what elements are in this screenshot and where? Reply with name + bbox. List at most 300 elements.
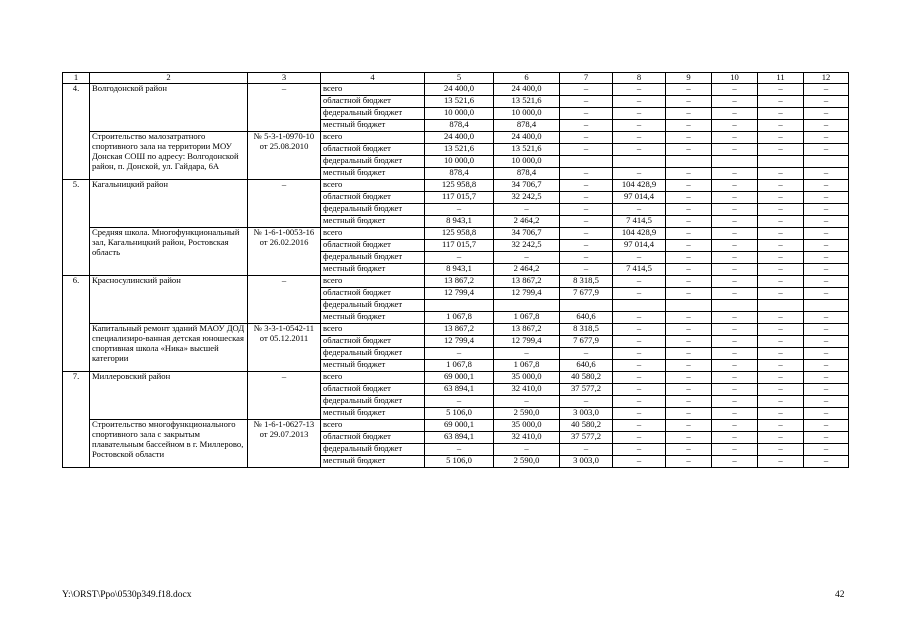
amount-cell [758, 156, 804, 168]
amount-cell: – [666, 180, 712, 192]
object-description: Строительство многофункционального спортивного зала с закрытым плавательным бассейном в г. Миллерово, Ростовской области [90, 420, 248, 468]
amount-cell: – [666, 372, 712, 384]
amount-cell: – [666, 108, 712, 120]
amount-cell [804, 300, 849, 312]
amount-cell: – [613, 360, 666, 372]
row-number: 4. [63, 84, 90, 180]
column-number: 9 [666, 73, 712, 84]
amount-cell: – [804, 288, 849, 300]
budget-type: всего [321, 132, 425, 144]
header-row [63, 73, 849, 84]
amount-cell: – [666, 456, 712, 468]
column-number: 7 [560, 73, 613, 84]
amount-cell: – [758, 360, 804, 372]
amount-cell: – [758, 120, 804, 132]
amount-cell: – [758, 432, 804, 444]
amount-cell: – [613, 372, 666, 384]
amount-cell: – [666, 144, 712, 156]
budget-type: областной бюджет [321, 432, 425, 444]
amount-cell: 1 067,8 [425, 360, 494, 372]
amount-cell: – [712, 144, 758, 156]
amount-cell: – [666, 252, 712, 264]
amount-cell: 13 867,2 [425, 276, 494, 288]
amount-cell: – [613, 132, 666, 144]
object-doc: № 1-6-1-0053-16 от 26.02.2016 [248, 228, 321, 276]
amount-cell: – [804, 132, 849, 144]
amount-cell: – [712, 384, 758, 396]
amount-cell: 12 799,4 [425, 288, 494, 300]
amount-cell: – [560, 192, 613, 204]
amount-cell: – [712, 264, 758, 276]
amount-cell: – [425, 348, 494, 360]
amount-cell: – [758, 336, 804, 348]
budget-type: федеральный бюджет [321, 348, 425, 360]
amount-cell: – [666, 444, 712, 456]
amount-cell: – [712, 348, 758, 360]
amount-cell: 32 410,0 [494, 384, 560, 396]
amount-cell: 97 014,4 [613, 240, 666, 252]
object-doc: № 3-3-1-0542-11 от 05.12.2011 [248, 324, 321, 372]
budget-type: местный бюджет [321, 312, 425, 324]
amount-cell: – [666, 132, 712, 144]
amount-cell: – [758, 324, 804, 336]
amount-cell: – [804, 216, 849, 228]
amount-cell: – [613, 108, 666, 120]
amount-cell: – [425, 444, 494, 456]
column-number: 2 [90, 73, 248, 84]
budget-type: федеральный бюджет [321, 252, 425, 264]
table-body [63, 73, 849, 468]
amount-cell: 2 464,2 [494, 264, 560, 276]
amount-cell: – [666, 168, 712, 180]
amount-cell: – [666, 240, 712, 252]
district-doc: – [248, 180, 321, 228]
amount-cell [613, 156, 666, 168]
amount-cell: – [494, 252, 560, 264]
budget-type: областной бюджет [321, 384, 425, 396]
amount-cell: – [758, 348, 804, 360]
object-description: Средняя школа. Многофункциональный зал, Кагальницкий район, Ростовская область [90, 228, 248, 276]
amount-cell: – [712, 456, 758, 468]
amount-cell: 104 428,9 [613, 228, 666, 240]
amount-cell: 117 015,7 [425, 192, 494, 204]
amount-cell: – [804, 108, 849, 120]
amount-cell: – [666, 432, 712, 444]
amount-cell: – [804, 96, 849, 108]
row-number: 6. [63, 276, 90, 372]
amount-cell: – [666, 324, 712, 336]
amount-cell: – [758, 132, 804, 144]
amount-cell: – [666, 288, 712, 300]
amount-cell: 2 464,2 [494, 216, 560, 228]
amount-cell: 125 958,8 [425, 228, 494, 240]
amount-cell: 40 580,2 [560, 372, 613, 384]
amount-cell: 13 521,6 [425, 96, 494, 108]
amount-cell: – [560, 444, 613, 456]
amount-cell: – [712, 180, 758, 192]
amount-cell: – [666, 204, 712, 216]
amount-cell: – [560, 396, 613, 408]
amount-cell: – [804, 240, 849, 252]
amount-cell: – [712, 372, 758, 384]
amount-cell [758, 300, 804, 312]
amount-cell: – [758, 372, 804, 384]
column-number: 3 [248, 73, 321, 84]
amount-cell: 3 003,0 [560, 456, 613, 468]
amount-cell: – [560, 228, 613, 240]
amount-cell: – [804, 204, 849, 216]
amount-cell: 7 414,5 [613, 216, 666, 228]
amount-cell: 13 521,6 [425, 144, 494, 156]
file-path: Y:\ORST\Ppo\0530p349.f18.docx [62, 590, 192, 600]
amount-cell: 34 706,7 [494, 228, 560, 240]
district-name: Миллеровский район [90, 372, 248, 420]
amount-cell: – [804, 84, 849, 96]
budget-type: местный бюджет [321, 408, 425, 420]
budget-type: местный бюджет [321, 456, 425, 468]
table-row [63, 324, 849, 336]
amount-cell: – [613, 168, 666, 180]
amount-cell: – [758, 444, 804, 456]
amount-cell: – [804, 228, 849, 240]
budget-type: федеральный бюджет [321, 300, 425, 312]
amount-cell: – [666, 96, 712, 108]
amount-cell: – [560, 216, 613, 228]
budget-type: областной бюджет [321, 144, 425, 156]
amount-cell: 7 677,9 [560, 336, 613, 348]
amount-cell: 35 000,0 [494, 372, 560, 384]
column-number: 6 [494, 73, 560, 84]
amount-cell: – [666, 228, 712, 240]
amount-cell: 878,4 [494, 120, 560, 132]
amount-cell: – [712, 84, 758, 96]
amount-cell: – [613, 348, 666, 360]
amount-cell: – [758, 312, 804, 324]
amount-cell: 8 943,1 [425, 264, 494, 276]
amount-cell: 37 577,2 [560, 432, 613, 444]
amount-cell: – [804, 360, 849, 372]
budget-type: федеральный бюджет [321, 396, 425, 408]
amount-cell: 40 580,2 [560, 420, 613, 432]
amount-cell: 7 414,5 [613, 264, 666, 276]
amount-cell: – [804, 420, 849, 432]
amount-cell: 12 799,4 [494, 336, 560, 348]
amount-cell [712, 300, 758, 312]
amount-cell: – [712, 396, 758, 408]
amount-cell: – [613, 96, 666, 108]
amount-cell: – [613, 312, 666, 324]
amount-cell: – [758, 204, 804, 216]
object-description: Капитальный ремонт зданий МАОУ ДОД специализиро-ванная детская юношеская спортивная школа «Ника» высшей категории [90, 324, 248, 372]
budget-type: всего [321, 324, 425, 336]
amount-cell: 32 410,0 [494, 432, 560, 444]
budget-type: областной бюджет [321, 192, 425, 204]
amount-cell: – [560, 168, 613, 180]
amount-cell: 117 015,7 [425, 240, 494, 252]
amount-cell: – [758, 252, 804, 264]
amount-cell: – [712, 204, 758, 216]
amount-cell: – [712, 108, 758, 120]
table-row [63, 420, 849, 432]
budget-table [62, 72, 849, 468]
amount-cell: 37 577,2 [560, 384, 613, 396]
table-row [63, 132, 849, 144]
amount-cell: – [613, 120, 666, 132]
amount-cell: – [804, 336, 849, 348]
amount-cell: – [758, 96, 804, 108]
amount-cell: 13 867,2 [494, 324, 560, 336]
column-number: 4 [321, 73, 425, 84]
amount-cell: – [758, 456, 804, 468]
amount-cell: – [758, 276, 804, 288]
amount-cell: – [758, 420, 804, 432]
amount-cell: – [666, 336, 712, 348]
amount-cell: – [758, 216, 804, 228]
amount-cell: – [758, 108, 804, 120]
amount-cell: – [613, 288, 666, 300]
amount-cell: – [666, 120, 712, 132]
amount-cell: – [804, 252, 849, 264]
district-doc: – [248, 372, 321, 420]
amount-cell: – [804, 348, 849, 360]
amount-cell: – [560, 252, 613, 264]
amount-cell: 3 003,0 [560, 408, 613, 420]
amount-cell: – [666, 216, 712, 228]
amount-cell: – [712, 420, 758, 432]
district-doc: – [248, 276, 321, 324]
amount-cell: – [758, 144, 804, 156]
object-doc: № 5-3-1-0970-10 от 25.08.2010 [248, 132, 321, 180]
column-number: 12 [804, 73, 849, 84]
amount-cell: – [666, 420, 712, 432]
column-number: 11 [758, 73, 804, 84]
amount-cell: – [712, 336, 758, 348]
amount-cell: – [758, 264, 804, 276]
amount-cell: 24 400,0 [425, 132, 494, 144]
amount-cell: 1 067,8 [494, 312, 560, 324]
budget-type: федеральный бюджет [321, 204, 425, 216]
amount-cell: 12 799,4 [494, 288, 560, 300]
amount-cell [425, 300, 494, 312]
amount-cell: – [560, 264, 613, 276]
amount-cell: – [613, 384, 666, 396]
budget-type: всего [321, 180, 425, 192]
amount-cell: 8 318,5 [560, 324, 613, 336]
amount-cell [613, 300, 666, 312]
amount-cell: – [560, 96, 613, 108]
amount-cell: – [560, 108, 613, 120]
amount-cell: – [666, 264, 712, 276]
amount-cell: – [804, 192, 849, 204]
amount-cell: 8 318,5 [560, 276, 613, 288]
amount-cell: – [712, 312, 758, 324]
budget-type: местный бюджет [321, 216, 425, 228]
amount-cell: – [494, 396, 560, 408]
amount-cell [804, 156, 849, 168]
amount-cell: 878,4 [425, 168, 494, 180]
amount-cell: – [666, 408, 712, 420]
amount-cell: – [666, 84, 712, 96]
amount-cell: – [560, 144, 613, 156]
amount-cell: – [758, 168, 804, 180]
table-row [63, 372, 849, 384]
budget-type: областной бюджет [321, 336, 425, 348]
amount-cell: – [613, 456, 666, 468]
amount-cell: – [712, 168, 758, 180]
table-row [63, 228, 849, 240]
budget-type: всего [321, 84, 425, 96]
amount-cell: 24 400,0 [494, 132, 560, 144]
amount-cell: – [613, 204, 666, 216]
amount-cell: – [613, 432, 666, 444]
amount-cell: – [804, 312, 849, 324]
amount-cell: – [712, 132, 758, 144]
amount-cell: – [804, 144, 849, 156]
amount-cell: – [494, 348, 560, 360]
amount-cell: – [712, 216, 758, 228]
amount-cell: – [712, 288, 758, 300]
amount-cell: – [804, 396, 849, 408]
amount-cell: 32 242,5 [494, 192, 560, 204]
budget-type: областной бюджет [321, 240, 425, 252]
amount-cell: 10 000,0 [425, 108, 494, 120]
column-number: 10 [712, 73, 758, 84]
amount-cell [712, 156, 758, 168]
amount-cell: 878,4 [494, 168, 560, 180]
amount-cell: – [613, 408, 666, 420]
budget-type: областной бюджет [321, 96, 425, 108]
amount-cell: – [804, 456, 849, 468]
district-name: Волгодонской район [90, 84, 248, 132]
amount-cell: – [804, 168, 849, 180]
amount-cell: – [804, 120, 849, 132]
amount-cell: 125 958,8 [425, 180, 494, 192]
amount-cell: 2 590,0 [494, 456, 560, 468]
amount-cell: – [494, 444, 560, 456]
amount-cell: – [758, 408, 804, 420]
amount-cell: – [804, 444, 849, 456]
budget-type: местный бюджет [321, 360, 425, 372]
table-row [63, 180, 849, 192]
amount-cell: – [712, 360, 758, 372]
amount-cell: – [666, 360, 712, 372]
amount-cell: – [613, 336, 666, 348]
amount-cell: – [666, 396, 712, 408]
amount-cell: – [804, 276, 849, 288]
amount-cell: – [712, 252, 758, 264]
district-name: Кагальницкий район [90, 180, 248, 228]
amount-cell: 7 677,9 [560, 288, 613, 300]
budget-type: федеральный бюджет [321, 108, 425, 120]
amount-cell: – [804, 384, 849, 396]
budget-type: федеральный бюджет [321, 444, 425, 456]
amount-cell: 35 000,0 [494, 420, 560, 432]
amount-cell: – [712, 96, 758, 108]
amount-cell [666, 300, 712, 312]
amount-cell: – [613, 276, 666, 288]
amount-cell: – [560, 120, 613, 132]
amount-cell: – [758, 84, 804, 96]
amount-cell: – [804, 324, 849, 336]
column-number: 5 [425, 73, 494, 84]
amount-cell: – [613, 444, 666, 456]
amount-cell: – [613, 420, 666, 432]
amount-cell: 24 400,0 [425, 84, 494, 96]
amount-cell: – [712, 192, 758, 204]
amount-cell: – [560, 180, 613, 192]
budget-type: федеральный бюджет [321, 156, 425, 168]
amount-cell: – [613, 144, 666, 156]
page-number: 42 [835, 590, 845, 600]
amount-cell: – [712, 276, 758, 288]
amount-cell: – [712, 408, 758, 420]
amount-cell: 69 000,1 [425, 420, 494, 432]
amount-cell: – [804, 264, 849, 276]
district-doc: – [248, 84, 321, 132]
amount-cell: – [560, 84, 613, 96]
amount-cell: – [494, 204, 560, 216]
amount-cell [560, 300, 613, 312]
amount-cell: – [560, 204, 613, 216]
amount-cell: 97 014,4 [613, 192, 666, 204]
amount-cell: – [712, 324, 758, 336]
amount-cell: 640,6 [560, 360, 613, 372]
amount-cell: – [804, 432, 849, 444]
amount-cell: – [758, 192, 804, 204]
amount-cell: – [758, 228, 804, 240]
budget-type: местный бюджет [321, 168, 425, 180]
column-number: 8 [613, 73, 666, 84]
amount-cell: 2 590,0 [494, 408, 560, 420]
amount-cell: – [712, 240, 758, 252]
amount-cell: 32 242,5 [494, 240, 560, 252]
amount-cell [494, 300, 560, 312]
amount-cell: – [712, 444, 758, 456]
amount-cell: – [712, 432, 758, 444]
amount-cell: – [425, 252, 494, 264]
budget-type: местный бюджет [321, 264, 425, 276]
amount-cell: 10 000,0 [494, 156, 560, 168]
amount-cell: – [613, 84, 666, 96]
amount-cell: 63 894,1 [425, 432, 494, 444]
object-doc: № 1-6-1-0627-13 от 29.07.2013 [248, 420, 321, 468]
amount-cell: – [758, 384, 804, 396]
amount-cell: – [560, 240, 613, 252]
amount-cell: – [666, 276, 712, 288]
budget-type: местный бюджет [321, 120, 425, 132]
amount-cell: – [560, 132, 613, 144]
budget-type: областной бюджет [321, 288, 425, 300]
amount-cell: – [666, 192, 712, 204]
amount-cell: – [712, 228, 758, 240]
amount-cell: – [804, 372, 849, 384]
amount-cell: – [613, 252, 666, 264]
amount-cell: 5 106,0 [425, 408, 494, 420]
amount-cell: – [666, 384, 712, 396]
amount-cell: 878,4 [425, 120, 494, 132]
amount-cell: 13 521,6 [494, 144, 560, 156]
amount-cell: 34 706,7 [494, 180, 560, 192]
amount-cell: – [425, 396, 494, 408]
amount-cell: – [666, 348, 712, 360]
amount-cell: 12 799,4 [425, 336, 494, 348]
budget-type: всего [321, 372, 425, 384]
amount-cell: 24 400,0 [494, 84, 560, 96]
amount-cell: – [758, 240, 804, 252]
amount-cell: – [804, 408, 849, 420]
budget-type: всего [321, 276, 425, 288]
amount-cell: – [425, 204, 494, 216]
